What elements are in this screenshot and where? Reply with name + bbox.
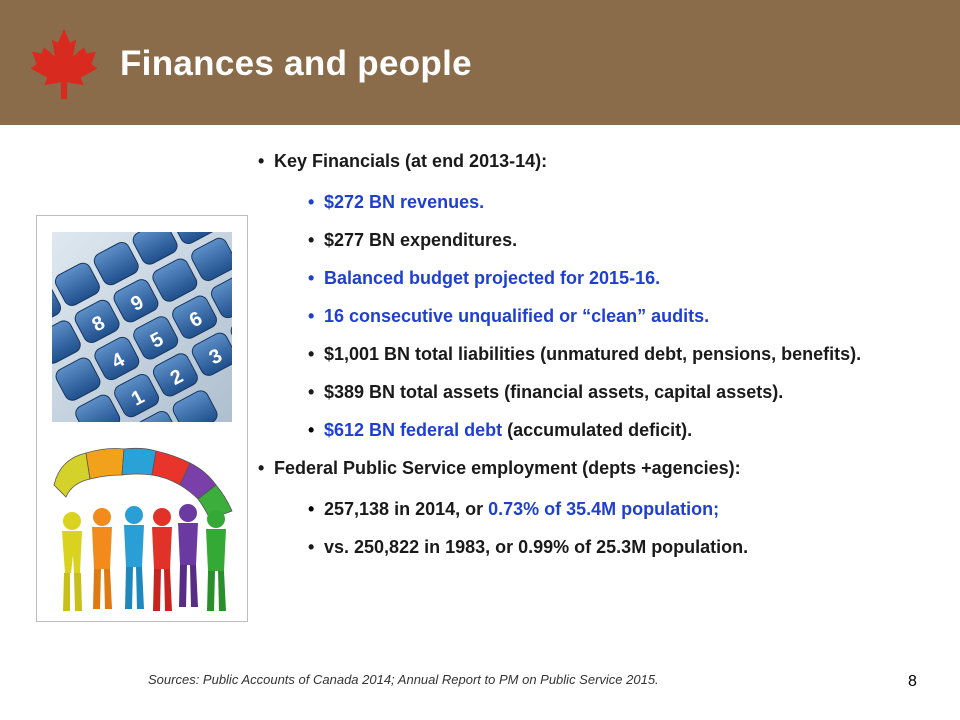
liabilities-item: • $1,001 BN total liabilities (unmatured debt, pensions, benefits). xyxy=(308,343,948,365)
revenues-item: • $272 BN revenues. xyxy=(308,191,948,213)
employment-2014-highlight: 0.73% of 35.4M population; xyxy=(488,499,720,519)
svg-text:8: 8 xyxy=(88,311,109,337)
federal-debt-tail: (accumulated deficit). xyxy=(502,420,693,440)
financials-heading: • Key Financials (at end 2013-14): xyxy=(258,150,948,172)
federal-debt-highlight: $612 BN federal debt xyxy=(324,420,503,440)
audits-item: • 16 consecutive unqualified or “clean” audits. xyxy=(308,305,948,327)
calculator-keypad-image xyxy=(52,232,232,422)
svg-text:1: 1 xyxy=(127,385,149,411)
svg-text:4: 4 xyxy=(108,348,129,374)
svg-text:9: 9 xyxy=(127,291,148,316)
svg-text:3: 3 xyxy=(205,344,226,370)
people-puzzle-image xyxy=(44,445,240,615)
svg-text:2: 2 xyxy=(166,365,187,390)
expenditures-item: • $277 BN expenditures. xyxy=(308,229,948,251)
assets-item: • $389 BN total assets (financial assets, capital assets). xyxy=(308,381,948,403)
slide-title: Finances and people xyxy=(120,44,472,83)
sources-note: Sources: Public Accounts of Canada 2014; Annual Report to PM on Public Service 2015. xyxy=(148,672,659,687)
svg-text:6: 6 xyxy=(185,307,207,333)
employment-2014-item xyxy=(308,498,948,520)
maple-leaf-icon xyxy=(26,26,102,102)
header-bar xyxy=(0,0,960,125)
svg-text:5: 5 xyxy=(147,328,168,353)
bullet-list xyxy=(258,150,948,574)
federal-debt-item xyxy=(308,419,948,441)
page-number: 8 xyxy=(908,673,917,690)
employment-heading: • Federal Public Service employment (depts +agencies): xyxy=(258,457,948,479)
employment-1983-item: • vs. 250,822 in 1983, or 0.99% of 25.3M population. xyxy=(308,536,948,558)
balanced-budget-item: • Balanced budget projected for 2015-16. xyxy=(308,267,948,289)
employment-2014-lead: 257,138 in 2014, or xyxy=(324,499,489,519)
